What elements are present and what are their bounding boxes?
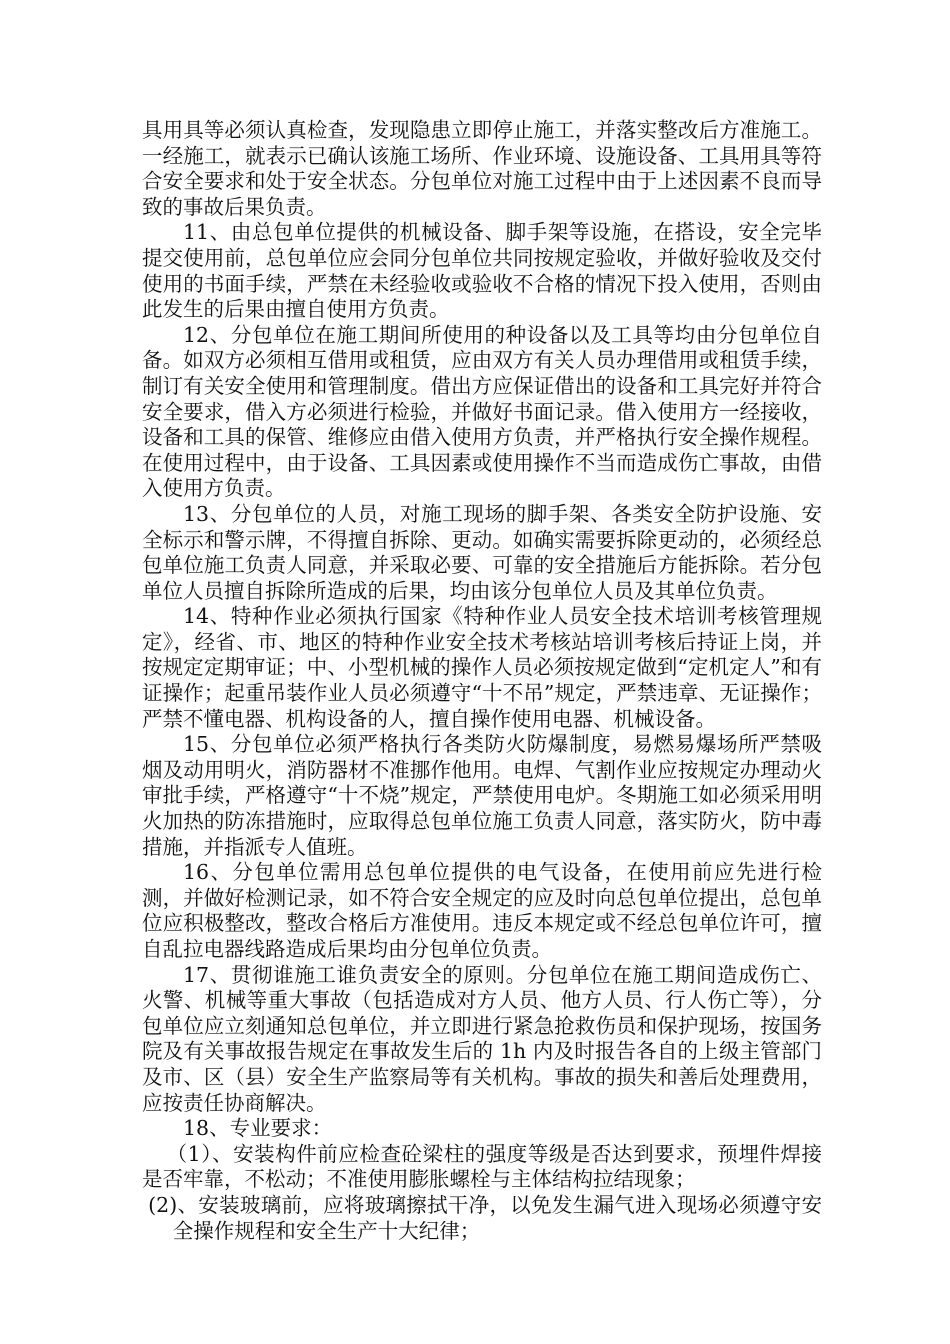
paragraph-item-12: 12、分包单位在施工期间所使用的种设备以及工具等均由分包单位自备。如双方必须相互借用或租赁，应由双方有关人员办理借用或租赁手续，制订有关安全使用和管理制度。借出方应保证借出的设备和工具完好并符合安全要求，借入方必须进行检验，并做好书面记录。借入使用方一经接收，设备和工具的保管、维修应由借入使用方负责，并严格执行安全操作规程。在使用过程中，由于设备、工具因素或使用操作不当而造成伤亡事故，由借入使用方负责。 [142, 322, 822, 501]
document-body [142, 118, 822, 1244]
paragraph-item-16: 16、分包单位需用总包单位提供的电气设备，在使用前应先进行检测，并做好检测记录，如不符合安全规定的应及时向总包单位提出，总包单位应积极整改，整改合格后方准使用。违反本规定或不经总包单位许可，擅自乱拉电器线路造成后果均由分包单位负责。 [142, 860, 822, 961]
paragraph-subitem-2: (2)、安装玻璃前，应将玻璃擦拭干净，以免发生漏气进入现场必须遵守安全操作规程和安全生产十大纪律； [148, 1192, 822, 1243]
paragraph-item-15: 15、分包单位必须严格执行各类防火防爆制度，易燃易爆场所严禁吸烟及动用明火，消防器材不准挪作他用。电焊、气割作业应按规定办理动火审批手续，严格遵守“十不烧”规定，严禁使用电炉。冬期施工如必须采用明火加热的防冻措施时，应取得总包单位施工负责人同意，落实防火，防中毒措施，并指派专人值班。 [142, 732, 822, 859]
paragraph-item-14: 14、特种作业必须执行国家《特种作业人员安全技术培训考核管理规定》，经省、市、地区的特种作业安全技术考核站培训考核后持证上岗，并按规定定期审证；中、小型机械的操作人员必须按规定做到“定机定人”和有证操作；起重吊装作业人员必须遵守“十不吊”规定，严禁违章、无证操作；严禁不懂电器、机构设备的人，擅自操作使用电器、机械设备。 [142, 604, 822, 731]
paragraph-item-18-heading: 18、专业要求： [183, 1116, 333, 1141]
paragraph-item-17: 17、贯彻谁施工谁负责安全的原则。分包单位在施工期间造成伤亡、火警、机械等重大事故（包括造成对方人员、他方人员、行人伤亡等），分包单位应立刻通知总包单位，并立即进行紧急抢救伤员和保护现场，按国务院及有关事故报告规定在事故发生后的 1h 内及时报告各自的上级主管部门及市、区（县）安全生产监察局等有关机构。事故的损失和善后处理费用，应按责任协商解决。 [142, 962, 822, 1115]
paragraph-item-11: 11、由总包单位提供的机械设备、脚手架等设施，在搭设，安全完毕提交使用前，总包单位应会同分包单位共同按规定验收，并做好验收及交付使用的书面手续，严禁在未经验收或验收不合格的情况下投入使用，否则由此发生的后果由擅自使用方负责。 [142, 220, 822, 322]
paragraph-subitem-1: （1）、安装构件前应检查砼梁柱的强度等级是否达到要求，预埋件焊接是否牢靠，不松动；不准使用膨胀螺栓与主体结构拉结现象； [142, 1141, 822, 1192]
paragraph-continuation: 具用具等必须认真检查，发现隐患立即停止施工，并落实整改后方准施工。一经施工，就表示已确认该施工场所、作业环境、设施设备、工具用具等符合安全要求和处于安全状态。分包单位对施工过程中由于上述因素不良而导致的事故后果负责。 [142, 118, 822, 219]
paragraph-item-13: 13、分包单位的人员，对施工现场的脚手架、各类安全防护设施、安全标示和警示牌，不得擅自拆除、更动。如确实需要拆除更动的，必须经总包单位施工负责人同意，并采取必要、可靠的安全措施后方能拆除。若分包单位人员擅自拆除所造成的后果，均由该分包单位人员及其单位负责。 [142, 501, 822, 603]
